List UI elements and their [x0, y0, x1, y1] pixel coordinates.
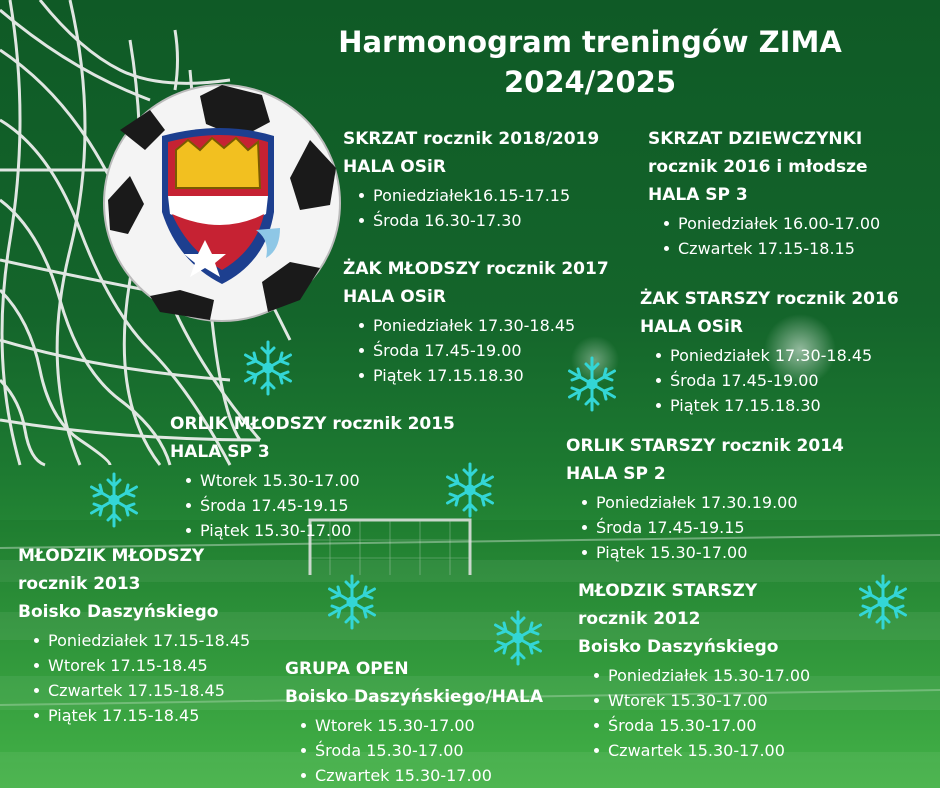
group-title: MŁODZIK MŁODSZY — [18, 546, 205, 566]
schedule-list — [343, 313, 609, 388]
schedule-item: Środa 16.30-17.30 — [373, 208, 599, 233]
group-venue: Boisko Daszyńskiego — [18, 602, 219, 622]
group-title: ŻAK MŁODSZY rocznik 2017 — [343, 259, 609, 279]
schedule-item: Piątek 15.30-17.00 — [596, 540, 844, 565]
schedule-item: Czwartek 17.15-18.45 — [48, 678, 250, 703]
schedule-item: Czwartek 15.30-17.00 — [608, 738, 810, 763]
group-venue: HALA OSiR — [640, 317, 743, 337]
schedule-item: Czwartek 17.15-18.15 — [678, 236, 880, 261]
snowflake-icon — [246, 342, 291, 394]
group-venue: HALA SP 3 — [170, 442, 270, 462]
schedule-list — [648, 211, 880, 261]
group-venue: HALA OSiR — [343, 157, 446, 177]
group-orlik-mlodszy — [170, 410, 455, 543]
schedule-item: Piątek 15.30-17.00 — [200, 518, 455, 543]
group-zak-mlodszy — [343, 255, 609, 388]
group-subtitle: rocznik 2013 — [18, 574, 141, 594]
schedule-item: Piątek 17.15.18.30 — [373, 363, 609, 388]
snowflake-icon — [92, 474, 137, 526]
group-title: ORLIK STARSZY rocznik 2014 — [566, 436, 844, 456]
schedule-item: Piątek 17.15.18.30 — [670, 393, 899, 418]
schedule-item: Poniedziałek16.15-17.15 — [373, 183, 599, 208]
schedule-item: Środa 15.30-17.00 — [608, 713, 810, 738]
group-venue: Boisko Daszyńskiego/HALA — [285, 687, 544, 707]
schedule-list — [285, 713, 543, 788]
group-venue: Boisko Daszyńskiego — [578, 637, 779, 657]
group-skrzat — [343, 125, 599, 233]
group-subtitle: rocznik 2016 i młodsze — [648, 157, 868, 177]
schedule-item: Poniedziałek 17.30.19.00 — [596, 490, 844, 515]
group-title: ORLIK MŁODSZY rocznik 2015 — [170, 414, 455, 434]
schedule-list — [566, 490, 844, 565]
schedule-item: Środa 17.45-19.00 — [670, 368, 899, 393]
schedule-item: Wtorek 17.15-18.45 — [48, 653, 250, 678]
schedule-item: Wtorek 15.30-17.00 — [608, 688, 810, 713]
schedule-item: Poniedziałek 17.30-18.45 — [670, 343, 899, 368]
schedule-item: Poniedziałek 17.30-18.45 — [373, 313, 609, 338]
group-mlodzik-starszy — [578, 577, 810, 763]
schedule-item: Środa 17.45-19.15 — [200, 493, 455, 518]
poster-title — [260, 22, 920, 102]
schedule-item: Poniedziałek 15.30-17.00 — [608, 663, 810, 688]
schedule-item: Poniedziałek 17.15-18.45 — [48, 628, 250, 653]
group-orlik-starszy — [566, 432, 844, 565]
group-title: SKRZAT DZIEWCZYNKI — [648, 129, 863, 149]
schedule-list — [18, 628, 250, 728]
group-venue: HALA SP 2 — [566, 464, 666, 484]
group-skrzat-dziewczynki — [648, 125, 880, 261]
schedule-item: Wtorek 15.30-17.00 — [200, 468, 455, 493]
group-title: SKRZAT rocznik 2018/2019 — [343, 129, 600, 149]
schedule-list — [578, 663, 810, 763]
title-line-1: Harmonogram treningów ZIMA — [338, 25, 842, 59]
schedule-list — [170, 468, 455, 543]
group-venue: HALA OSiR — [343, 287, 446, 307]
group-subtitle: rocznik 2012 — [578, 609, 701, 629]
group-title: GRUPA OPEN — [285, 659, 409, 679]
soccer-ball — [104, 85, 340, 321]
group-title: ŻAK STARSZY rocznik 2016 — [640, 289, 899, 309]
group-zak-starszy — [640, 285, 899, 418]
schedule-item: Czwartek 15.30-17.00 — [315, 763, 543, 788]
title-line-2: 2024/2025 — [503, 65, 677, 99]
group-venue: HALA SP 3 — [648, 185, 748, 205]
schedule-item: Wtorek 15.30-17.00 — [315, 713, 543, 738]
schedule-list — [640, 343, 899, 418]
schedule-item: Środa 15.30-17.00 — [315, 738, 543, 763]
schedule-item: Poniedziałek 16.00-17.00 — [678, 211, 880, 236]
schedule-item: Środa 17.45-19.15 — [596, 515, 844, 540]
schedule-item: Środa 17.45-19.00 — [373, 338, 609, 363]
group-mlodzik-mlodszy — [18, 542, 250, 728]
group-title: MŁODZIK STARSZY — [578, 581, 758, 601]
schedule-item: Piątek 17.15-18.45 — [48, 703, 250, 728]
group-open — [285, 655, 543, 788]
schedule-list — [343, 183, 599, 233]
